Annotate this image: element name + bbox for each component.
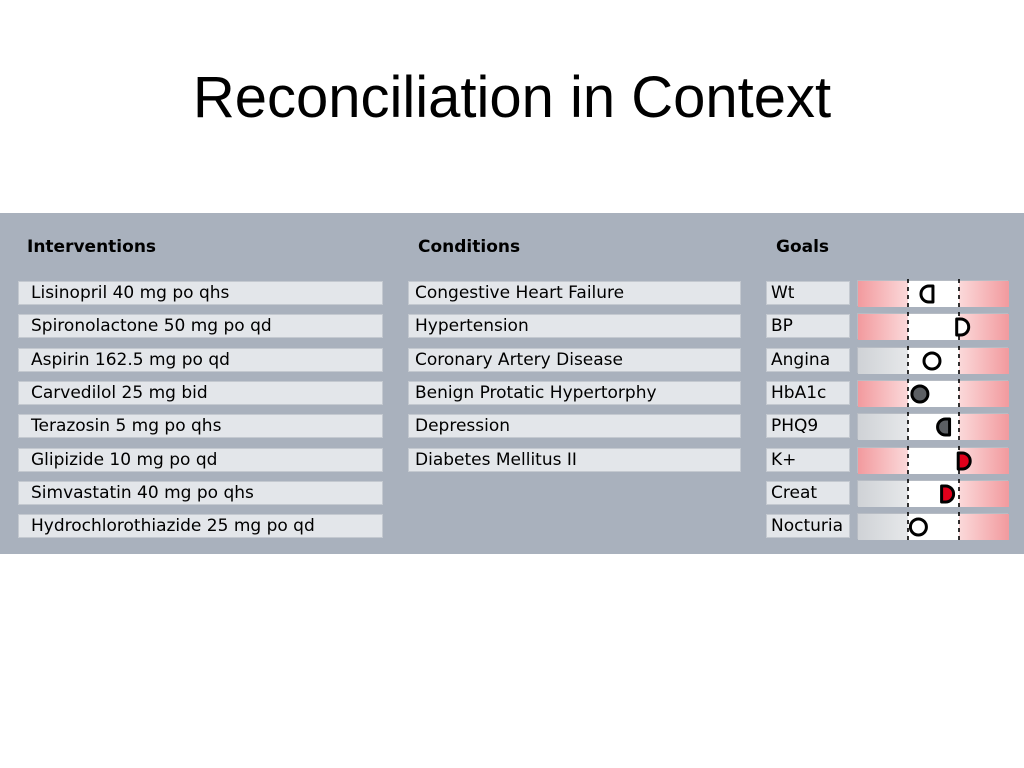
low-zone	[858, 448, 908, 474]
intervention-item: Spironolactone 50 mg po qd	[18, 314, 383, 338]
interventions-header: Interventions	[27, 237, 157, 257]
condition-item: Coronary Artery Disease	[408, 348, 741, 372]
low-zone	[858, 281, 908, 307]
goals-header: Goals	[776, 237, 830, 257]
goal-marker	[912, 386, 928, 402]
low-zone	[858, 381, 908, 407]
goal-marker	[910, 519, 926, 535]
condition-item: Benign Protatic Hypertorphy	[408, 381, 741, 405]
low-zone	[858, 414, 908, 440]
goal-marker	[921, 286, 933, 302]
goal-range-svg	[858, 448, 1009, 474]
goal-label: PHQ9	[766, 414, 850, 438]
low-zone	[858, 314, 908, 340]
goal-range-svg	[858, 514, 1009, 540]
intervention-item: Lisinopril 40 mg po qhs	[18, 281, 383, 305]
goal-marker	[924, 353, 940, 369]
high-zone	[959, 281, 1009, 307]
goal-label: HbA1c	[766, 381, 850, 405]
high-zone	[959, 514, 1009, 540]
goal-label: Wt	[766, 281, 850, 305]
intervention-item: Terazosin 5 mg po qhs	[18, 414, 383, 438]
goal-range-bar	[857, 313, 1008, 339]
intervention-item: Aspirin 162.5 mg po qd	[18, 348, 383, 372]
condition-item: Congestive Heart Failure	[408, 281, 741, 305]
high-zone	[959, 481, 1009, 507]
low-zone	[858, 514, 908, 540]
goal-range-bar	[857, 413, 1008, 439]
goal-range-bar	[857, 513, 1008, 539]
target-zone	[908, 448, 959, 474]
high-zone	[959, 414, 1009, 440]
high-zone	[959, 348, 1009, 374]
goal-label: Angina	[766, 348, 850, 372]
low-zone	[858, 481, 908, 507]
goal-range-svg	[858, 381, 1009, 407]
goal-range-svg	[858, 414, 1009, 440]
goal-range-svg	[858, 481, 1009, 507]
goal-label: BP	[766, 314, 850, 338]
goal-label: Creat	[766, 481, 850, 505]
condition-item: Depression	[408, 414, 741, 438]
goal-range-bar	[857, 280, 1008, 306]
goal-label: Nocturia	[766, 514, 850, 538]
goal-range-bar	[857, 380, 1008, 406]
low-zone	[858, 348, 908, 374]
target-zone	[908, 314, 959, 340]
goal-marker	[958, 453, 970, 469]
goal-label: K+	[766, 448, 850, 472]
goal-marker	[938, 419, 950, 435]
conditions-header: Conditions	[418, 237, 521, 257]
goal-range-bar	[857, 347, 1008, 373]
intervention-item: Carvedilol 25 mg bid	[18, 381, 383, 405]
target-zone	[908, 414, 959, 440]
goal-range-svg	[858, 314, 1009, 340]
goal-range-bar	[857, 447, 1008, 473]
high-zone	[959, 381, 1009, 407]
slide-title: Reconciliation in Context	[192, 65, 832, 130]
goal-marker	[957, 319, 969, 335]
condition-item: Diabetes Mellitus II	[408, 448, 741, 472]
goal-range-svg	[858, 281, 1009, 307]
goal-marker	[942, 486, 954, 502]
intervention-item: Hydrochlorothiazide 25 mg po qd	[18, 514, 383, 538]
intervention-item: Simvastatin 40 mg po qhs	[18, 481, 383, 505]
condition-item: Hypertension	[408, 314, 741, 338]
intervention-item: Glipizide 10 mg po qd	[18, 448, 383, 472]
goal-range-svg	[858, 348, 1009, 374]
goal-range-bar	[857, 480, 1008, 506]
